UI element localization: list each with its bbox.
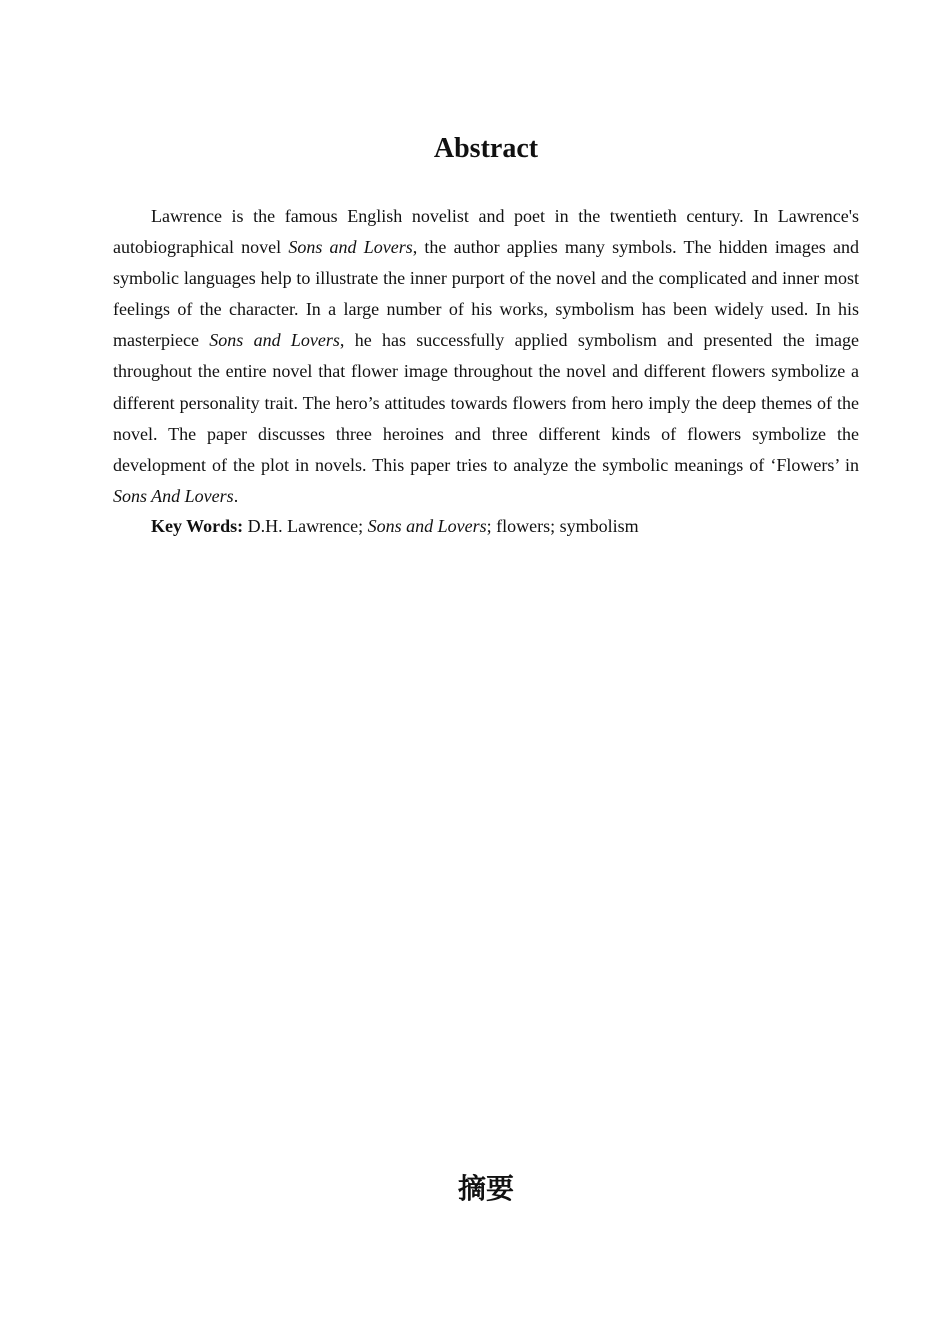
novel-title-italic: Sons And Lovers bbox=[113, 485, 234, 506]
novel-title-italic: Sons and Lovers bbox=[288, 237, 413, 258]
abstract-text-segment: , he has successfully applied symbolism and presented the image throughout the entire novel that flower image throughout the novel and different flowers symbolize a different personality trait. The hero’s attitudes towards flowers from hero imply the deep themes of the novel. The paper discusses three heroines and three different kinds of flowers symbolize the development of the plot in novels. This paper tries to analyze the symbolic meanings of ‘Flowers’ in bbox=[113, 330, 860, 475]
keywords-novel-title: Sons and Lovers bbox=[367, 516, 487, 536]
abstract-text-segment: , the author applies many symbols. The hidden images and symbolic languages help to illustrate the inner purport of the novel and the complicated and inner most feelings of the character. In a large number of his works, symbolism has been widely used. In his masterpiece bbox=[113, 237, 859, 351]
keywords-text: ; flowers; symbolism bbox=[486, 516, 639, 536]
abstract-text-segment: Lawrence is the famous English novelist and poet in the twentieth century. In Lawrence's autobiographical novel bbox=[113, 206, 859, 258]
keywords-text: D.H. Lawrence; bbox=[243, 516, 368, 536]
keywords-label: Key Words: bbox=[151, 516, 244, 536]
abstract-text-segment: . bbox=[233, 485, 239, 506]
chinese-abstract-heading: 摘要 bbox=[457, 1172, 514, 1205]
abstract-heading: Abstract bbox=[433, 133, 539, 164]
novel-title-italic: Sons and Lovers bbox=[209, 330, 340, 351]
abstract-paragraph bbox=[113, 201, 859, 512]
keywords-line bbox=[113, 511, 859, 542]
